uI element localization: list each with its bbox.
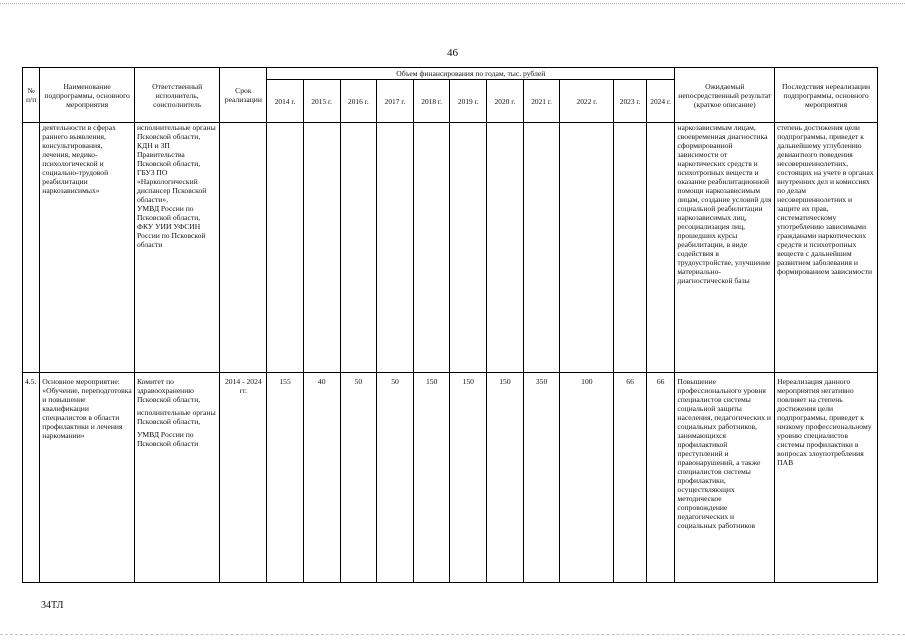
funding-value: 155 (267, 373, 304, 583)
row-number (23, 123, 40, 373)
funding-value (377, 123, 414, 373)
header-consequences: Последствия нереализации подпрограммы, основного мероприятия (775, 68, 878, 123)
funding-value: 50 (377, 373, 414, 583)
header-year: 2018 г. (413, 80, 450, 123)
header-term: Срок реализации (220, 68, 267, 123)
funding-value (560, 123, 614, 373)
funding-value: 50 (340, 373, 377, 583)
funding-value: 66 (646, 373, 675, 583)
executor-line: КДН и ЗП Правительства Псковской области, (136, 141, 201, 168)
header-no: № п/п (23, 68, 40, 123)
funding-value (267, 123, 304, 373)
funding-value (340, 123, 377, 373)
table-row (23, 373, 878, 583)
header-year: 2015 г. (303, 80, 340, 123)
funding-value: 40 (303, 373, 340, 583)
funding-value (450, 123, 487, 373)
executor-cell (134, 123, 219, 373)
executor-line: ГБУЗ ПО «Наркологический диспансер Псковской области», (136, 168, 207, 204)
expected-result: Повышение профессионального уровня специалистов системы социальной защиты населения, педагогических и социальных работников, занимающихся профилактикой преступлений и правонарушений, а также специалистов системы профилактики, осуществляющих методическое сопровождение педагогических и социальных работников (675, 373, 775, 583)
header-year: 2023 г. (614, 80, 647, 123)
funding-value (413, 123, 450, 373)
row-number: 4.5. (23, 373, 40, 583)
executor-line: ФКУ УИИ УФСИН России по Псковской области (136, 222, 206, 249)
executor-line: УМВД России по Псковской области (136, 430, 199, 448)
page-number: 46 (447, 47, 458, 59)
table-row (23, 123, 878, 373)
executor-line: Комитет по здравоохранению Псковской области, (136, 377, 201, 404)
term-cell: 2014 - 2024 гг. (220, 373, 267, 583)
header-year: 2021 г. (523, 80, 560, 123)
header-expected-result: Ожидаемый непосредственный результат (краткое описание) (675, 68, 775, 123)
header-year: 2024 г. (646, 80, 675, 123)
header-year: 2022 г. (560, 80, 614, 123)
funding-value: 150 (450, 373, 487, 583)
funding-value (614, 123, 647, 373)
term-cell (220, 123, 267, 373)
executor-cell (134, 373, 219, 583)
funding-table (22, 67, 878, 583)
header-year: 2016 г. (340, 80, 377, 123)
header-executor: Ответственный исполнитель, соисполнитель (134, 68, 219, 123)
executor-line: исполнительные органы Псковской области, (136, 123, 216, 141)
executor-line: УМВД России по Псковской области, (136, 204, 201, 222)
funding-value: 100 (560, 373, 614, 583)
header-year: 2019 г. (450, 80, 487, 123)
consequences: степень достижения цели подпрограммы, приведет к дальнейшему углублению девиантного поведения несовершеннолетних, состоящих на учете в органах внутренних дел и комиссиях по делам несовершеннолетних и защите их прав, систематическому употреблению зависимыми гражданами наркотических средств и психотропных веществ с дальнейшим развитием заболевания и формированием зависимости (775, 123, 878, 373)
funding-value: 150 (487, 373, 524, 583)
funding-value (303, 123, 340, 373)
header-year: 2014 г. (267, 80, 304, 123)
funding-value (487, 123, 524, 373)
funding-value: 150 (413, 373, 450, 583)
funding-value (646, 123, 675, 373)
funding-value: 66 (614, 373, 647, 583)
scan-edge-top (0, 3, 905, 4)
measure-name: деятельности в сферах раннего выявления, консультирования, лечения, медико-психологической и социально-трудовой реабилитации наркозависимых» (40, 123, 135, 373)
header-funding-group: Объем финансирования по годам, тыс. рублей (267, 68, 675, 80)
funding-value (523, 123, 560, 373)
scan-edge-bottom (0, 634, 905, 635)
consequences: Нереализация данного мероприятия негативно повлияет на степень достижения цели подпрограммы, приведет к низкому профессиональному уровню специалистов системы профилактики в вопросах злоупотребления ПАВ (775, 373, 878, 583)
funding-value: 350 (523, 373, 560, 583)
header-year: 2020 г. (487, 80, 524, 123)
measure-name: Основное мероприятие: «Обучение, переподготовка и повышение квалификации специалистов в области профилактики и лечения наркомании» (40, 373, 135, 583)
footer-code: 34ТЛ (41, 600, 64, 611)
header-name: Наименование подпрограммы, основного мероприятия (40, 68, 135, 123)
executor-line: исполнительные органы Псковской области, (136, 408, 216, 426)
expected-result: наркозависимым лицам, своевременная диагностика сформированной зависимости от наркотических средств и психотропных веществ и оказание реабилитационной помощи наркозависимым лицам, создание условий для социальной реабилитации наркозависимых лиц, ресоциализация лиц, прошедших курсы реабилитации, в виде содействия в трудоустройстве, улучшение материально-диагностической базы (675, 123, 775, 373)
header-year: 2017 г. (377, 80, 414, 123)
